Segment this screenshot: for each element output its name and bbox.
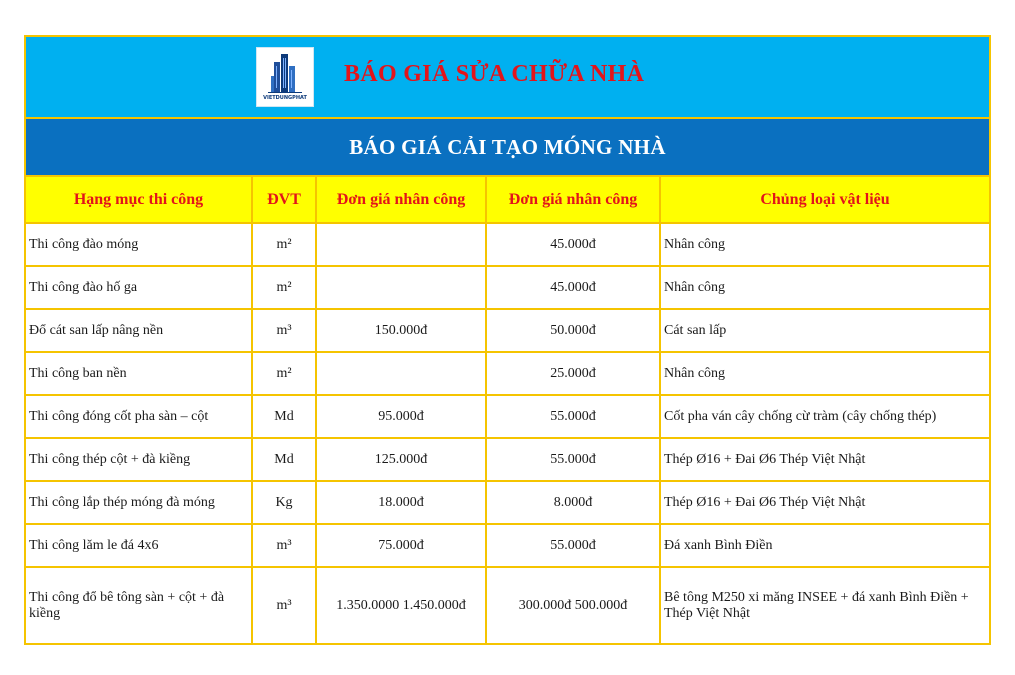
cell-price-1: 150.000đ	[316, 309, 486, 352]
title-banner	[26, 37, 989, 119]
cell-material: Nhân công	[660, 223, 989, 266]
cell-unit: m²	[252, 223, 316, 266]
cell-material: Thép Ø16 + Đai Ø6 Thép Việt Nhật	[660, 438, 989, 481]
cell-price-1: 1.350.0000 1.450.000đ	[316, 567, 486, 643]
table-header-row	[26, 177, 989, 223]
cell-price-1	[316, 223, 486, 266]
cell-material: Đá xanh Bình Điền	[660, 524, 989, 567]
cell-item: Thi công đào móng	[26, 223, 252, 266]
cell-material: Nhân công	[660, 266, 989, 309]
cell-unit: m²	[252, 352, 316, 395]
cell-item: Thi công đổ bê tông sàn + cột + đà kiềng	[26, 567, 252, 643]
cell-material: Cốt pha ván cây chống cừ tràm (cây chống thép)	[660, 395, 989, 438]
cell-price-2: 55.000đ	[486, 524, 660, 567]
page-title: BÁO GIÁ SỬA CHỮA NHÀ	[344, 61, 645, 87]
cell-price-1: 95.000đ	[316, 395, 486, 438]
cell-unit: m³	[252, 524, 316, 567]
price-table	[26, 177, 989, 643]
building-logo-icon	[257, 48, 313, 106]
table-row	[26, 395, 989, 438]
cell-price-2: 55.000đ	[486, 438, 660, 481]
price-sheet	[24, 35, 991, 645]
cell-price-1: 125.000đ	[316, 438, 486, 481]
cell-price-2: 55.000đ	[486, 395, 660, 438]
cell-price-2: 45.000đ	[486, 223, 660, 266]
table-row	[26, 309, 989, 352]
cell-unit: m³	[252, 309, 316, 352]
cell-material: Bê tông M250 xi măng INSEE + đá xanh Bình Điền + Thép Việt Nhật	[660, 567, 989, 643]
logo-text: VIETDUNGPHAT	[263, 95, 307, 101]
cell-price-2: 45.000đ	[486, 266, 660, 309]
cell-item: Thi công đóng cốt pha sàn – cột	[26, 395, 252, 438]
table-row	[26, 438, 989, 481]
cell-unit: Md	[252, 438, 316, 481]
cell-unit: m³	[252, 567, 316, 643]
cell-price-1: 18.000đ	[316, 481, 486, 524]
company-logo	[256, 47, 314, 107]
cell-item: Thi công lăm le đá 4x6	[26, 524, 252, 567]
cell-price-2: 300.000đ 500.000đ	[486, 567, 660, 643]
table-row	[26, 223, 989, 266]
cell-item: Thi công đào hố ga	[26, 266, 252, 309]
header-labor-price-2: Đơn giá nhân công	[486, 177, 660, 223]
cell-unit: Kg	[252, 481, 316, 524]
cell-item: Thi công thép cột + đà kiềng	[26, 438, 252, 481]
cell-price-2: 8.000đ	[486, 481, 660, 524]
header-material: Chủng loại vật liệu	[660, 177, 989, 223]
table-row	[26, 567, 989, 643]
cell-price-1	[316, 352, 486, 395]
cell-price-1: 75.000đ	[316, 524, 486, 567]
table-row	[26, 266, 989, 309]
cell-item: Thi công ban nền	[26, 352, 252, 395]
table-row	[26, 481, 989, 524]
header-work-item: Hạng mục thi công	[26, 177, 252, 223]
cell-item: Đổ cát san lấp nâng nền	[26, 309, 252, 352]
header-labor-price-1: Đơn giá nhân công	[316, 177, 486, 223]
cell-material: Cát san lấp	[660, 309, 989, 352]
cell-price-1	[316, 266, 486, 309]
cell-material: Nhân công	[660, 352, 989, 395]
section-title: BÁO GIÁ CẢI TẠO MÓNG NHÀ	[26, 119, 989, 177]
cell-price-2: 50.000đ	[486, 309, 660, 352]
header-unit: ĐVT	[252, 177, 316, 223]
cell-item: Thi công lắp thép móng đà móng	[26, 481, 252, 524]
table-row	[26, 524, 989, 567]
cell-price-2: 25.000đ	[486, 352, 660, 395]
table-row	[26, 352, 989, 395]
cell-material: Thép Ø16 + Đai Ø6 Thép Việt Nhật	[660, 481, 989, 524]
cell-unit: Md	[252, 395, 316, 438]
cell-unit: m²	[252, 266, 316, 309]
